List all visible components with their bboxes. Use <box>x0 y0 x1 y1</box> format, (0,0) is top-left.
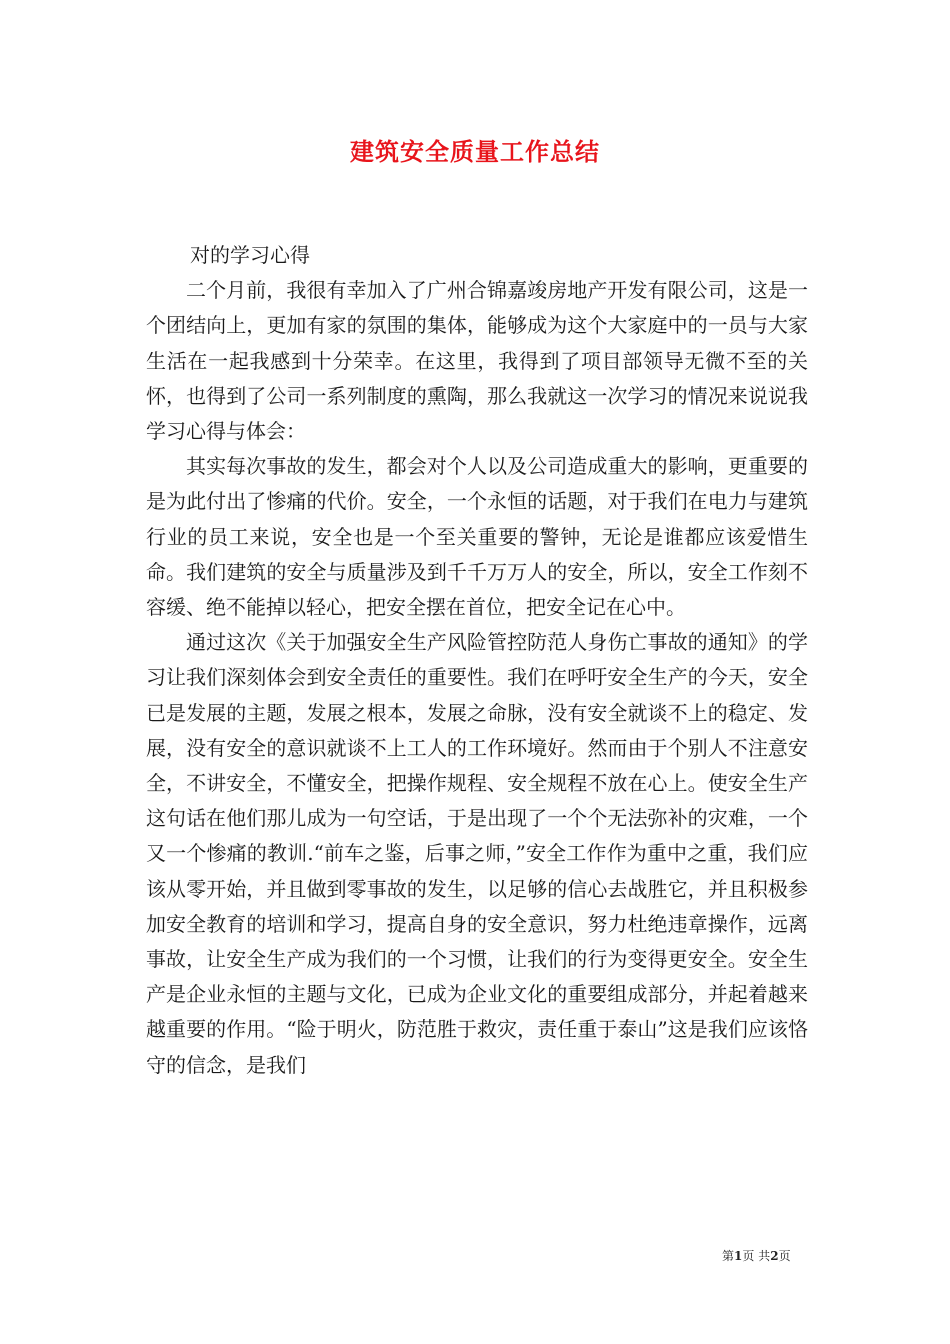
paragraph: 通过这次《关于加强安全生产风险管控防范人身伤亡事故的通知》的学习让我们深刻体会到安全责任的重要性。我们在呼吁安全生产的今天，安全已是发展的主题，发展之根本，发展之命脉，没有安全就谈不上的稳定、发展，没有安全的意识就谈不上工人的工作环境好。然而由于个别人不注意安全，不讲安全，不懂安全，把操作规程、安全规程不放在心上。使安全生产这句话在他们那儿成为一句空话，于是出现了一个个无法弥补的灾难，一个又一个惨痛的教训.“前车之鉴，后事之师，”安全工作作为重中之重，我们应该从零开始，并且做到零事故的发生，以足够的信心去战胜它，并且积极参加安全教育的培训和学习，提高自身的安全意识，努力杜绝违章操作，远离事故，让安全生产成为我们的一个习惯，让我们的行为变得更安全。安全生产是企业永恒的主题与文化，已成为企业文化的重要组成部分，并起着越来越重要的作用。“险于明火，防范胜于救灾，责任重于泰山”这是我们应该恪守的信念，是我们 <box>146 630 808 1077</box>
footer-prefix: 第 <box>722 1249 735 1263</box>
footer-suffix: 页 <box>778 1249 791 1263</box>
footer-total-pages: 2 <box>770 1249 779 1263</box>
page-title: 建筑安全质量工作总结 <box>350 137 600 166</box>
footer-current-page: 1 <box>734 1249 743 1263</box>
page-footer <box>722 1247 822 1264</box>
paragraph: 二个月前，我很有幸加入了广州合锦嘉竣房地产开发有限公司，这是一个团结向上，更加有家的氛围的集体，能够成为这个大家庭中的一员与大家生活在一起我感到十分荣幸。在这里，我得到了项目部领导无微不至的关怀，也得到了公司一系列制度的熏陶，那么我就这一次学习的情况来说说我学习心得与体会： <box>146 278 808 444</box>
document-body <box>146 238 808 1083</box>
paragraph: 其实每次事故的发生，都会对个人以及公司造成重大的影响，更重要的是为此付出了惨痛的代价。安全，一个永恒的话题，对于我们在电力与建筑行业的员工来说，安全也是一个至关重要的警钟，无论是谁都应该爱惜生命。我们建筑的安全与质量涉及到千千万万人的安全，所以，安全工作刻不容缓、绝不能掉以轻心，把安全摆在首位，把安全记在心中。 <box>146 454 808 620</box>
footer-middle: 页 共 <box>742 1249 771 1263</box>
paragraph-subheading: 对的学习心得 <box>190 243 310 267</box>
